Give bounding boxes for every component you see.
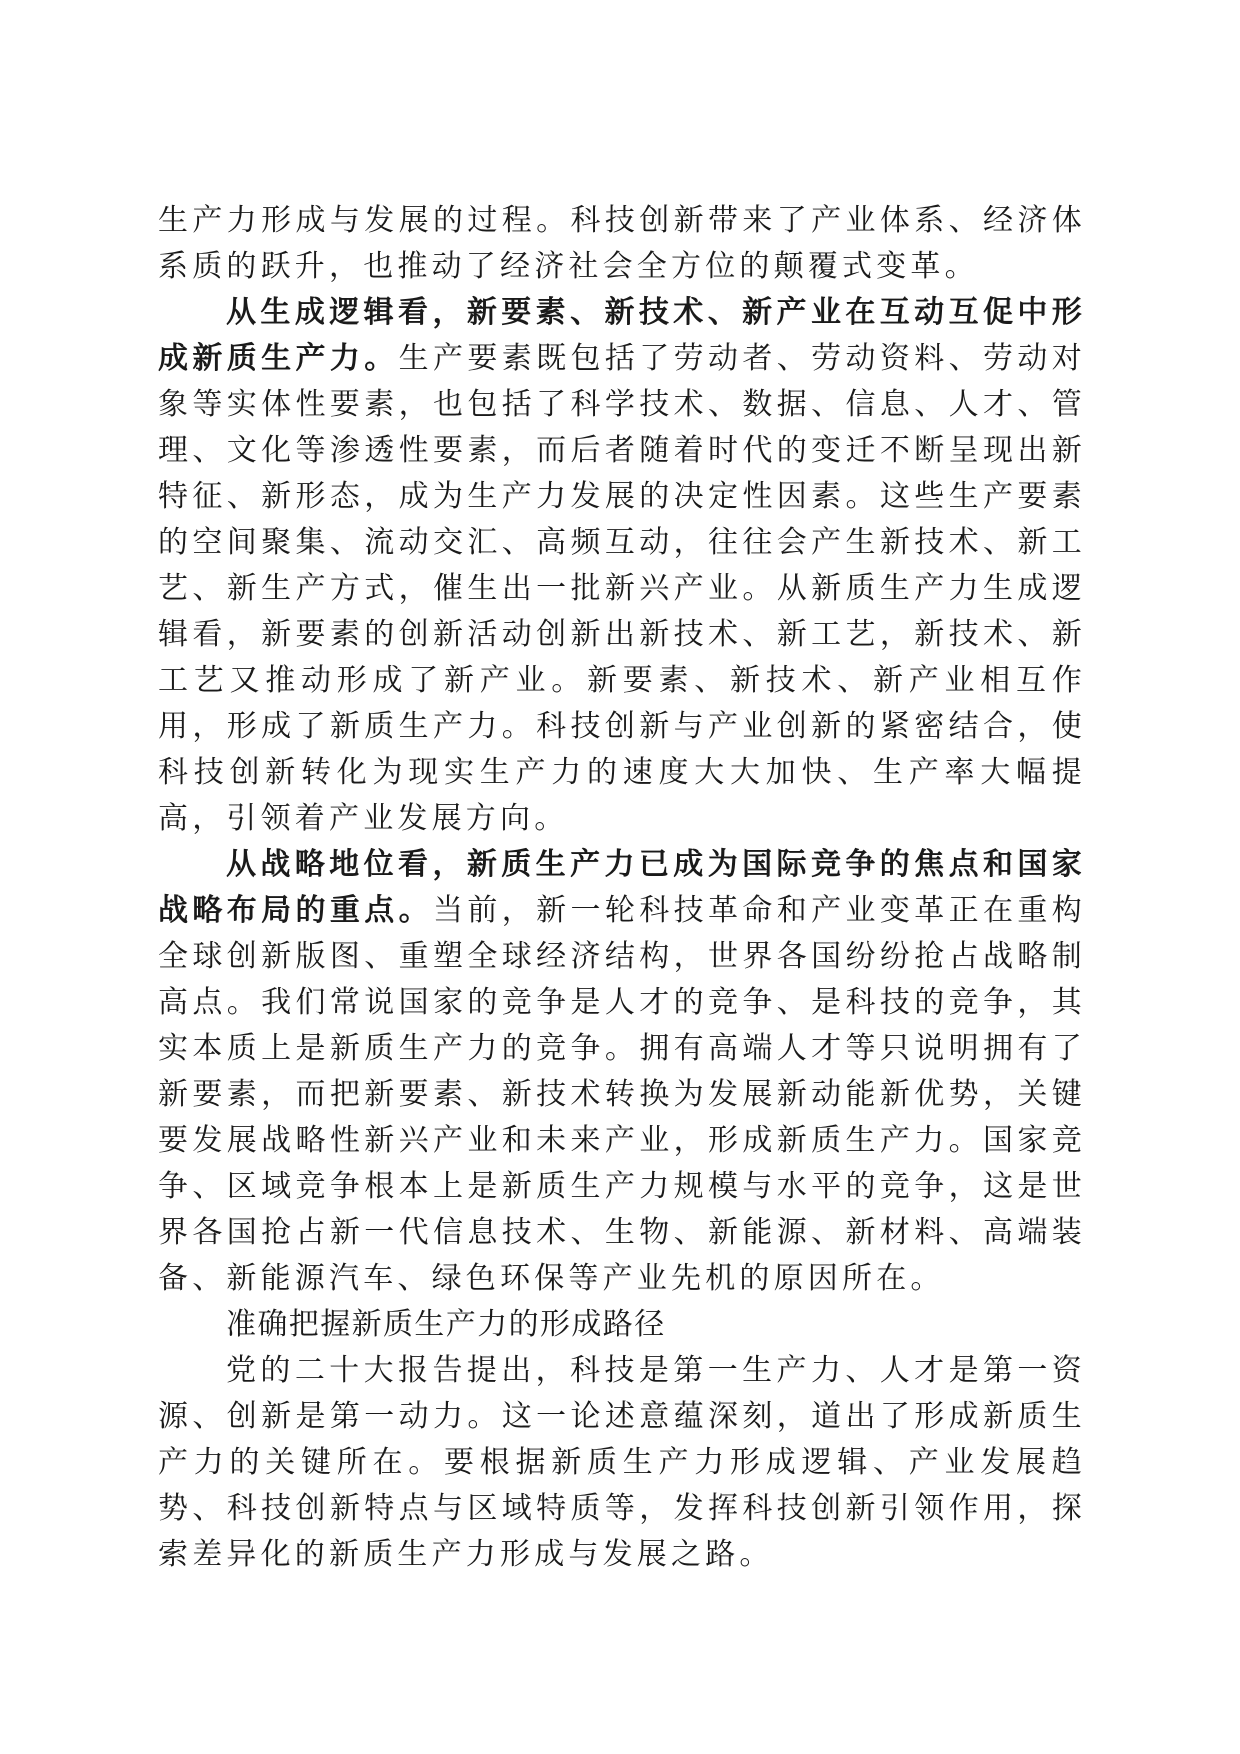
paragraph-formation-path: 党的二十大报告提出，科技是第一生产力、人才是第一资源、创新是第一动力。这一论述意蕴深刻，道出了形成新质生产力的关键所在。要根据新质生产力形成逻辑、产业发展趋势、科技创新特点与区域特质等，发挥科技创新引领作用，探索差异化的新质生产力形成与发展之路。	[158, 1353, 1086, 1572]
paragraph-generation-logic	[158, 290, 1086, 842]
paragraph-lead-generation-logic: 从生成逻辑看，新要素、新技术、新产业在互动互促中形成新质生产力。	[158, 295, 1086, 376]
paragraph-body-strategic-position: 当前，新一轮科技革命和产业变革正在重构全球创新版图、重塑全球经济结构，世界各国纷纷抢占战略制高点。我们常说国家的竞争是人才的竞争、是科技的竞争，其实本质上是新质生产力的竞争。拥有高端人才等只说明拥有了新要素，而把新要素、新技术转换为发展新动能新优势，关键要发展战略性新兴产业和未来产业，形成新质生产力。国家竞争、区域竞争根本上是新质生产力规模与水平的竞争，这是世界各国抢占新一代信息技术、生物、新能源、新材料、高端装备、新能源汽车、绿色环保等产业先机的原因所在。	[158, 893, 1086, 1296]
paragraph-lead-strategic-position: 从战略地位看，新质生产力已成为国际竞争的焦点和国家战略布局的重点。	[158, 847, 1086, 928]
section-heading: 准确把握新质生产力的形成路径	[226, 1307, 666, 1342]
paragraph-body-generation-logic: 生产要素既包括了劳动者、劳动资料、劳动对象等实体性要素，也包括了科学技术、数据、信息、人才、管理、文化等渗透性要素，而后者随着时代的变迁不断呈现出新特征、新形态，成为生产力发展的决定性因素。这些生产要素的空间聚集、流动交汇、高频互动，往往会产生新技术、新工艺、新生产方式，催生出一批新兴产业。从新质生产力生成逻辑看，新要素的创新活动创新出新技术、新工艺，新技术、新工艺又推动形成了新产业。新要素、新技术、新产业相互作用，形成了新质生产力。科技创新与产业创新的紧密结合，使科技创新转化为现实生产力的速度大大加快、生产率大幅提高，引领着产业发展方向。	[158, 341, 1086, 836]
paragraph-continuation: 生产力形成与发展的过程。科技创新带来了产业体系、经济体系质的跃升，也推动了经济社会全方位的颠覆式变革。	[158, 203, 1086, 284]
document-page	[158, 198, 1086, 1578]
paragraph-strategic-position	[158, 842, 1086, 1302]
